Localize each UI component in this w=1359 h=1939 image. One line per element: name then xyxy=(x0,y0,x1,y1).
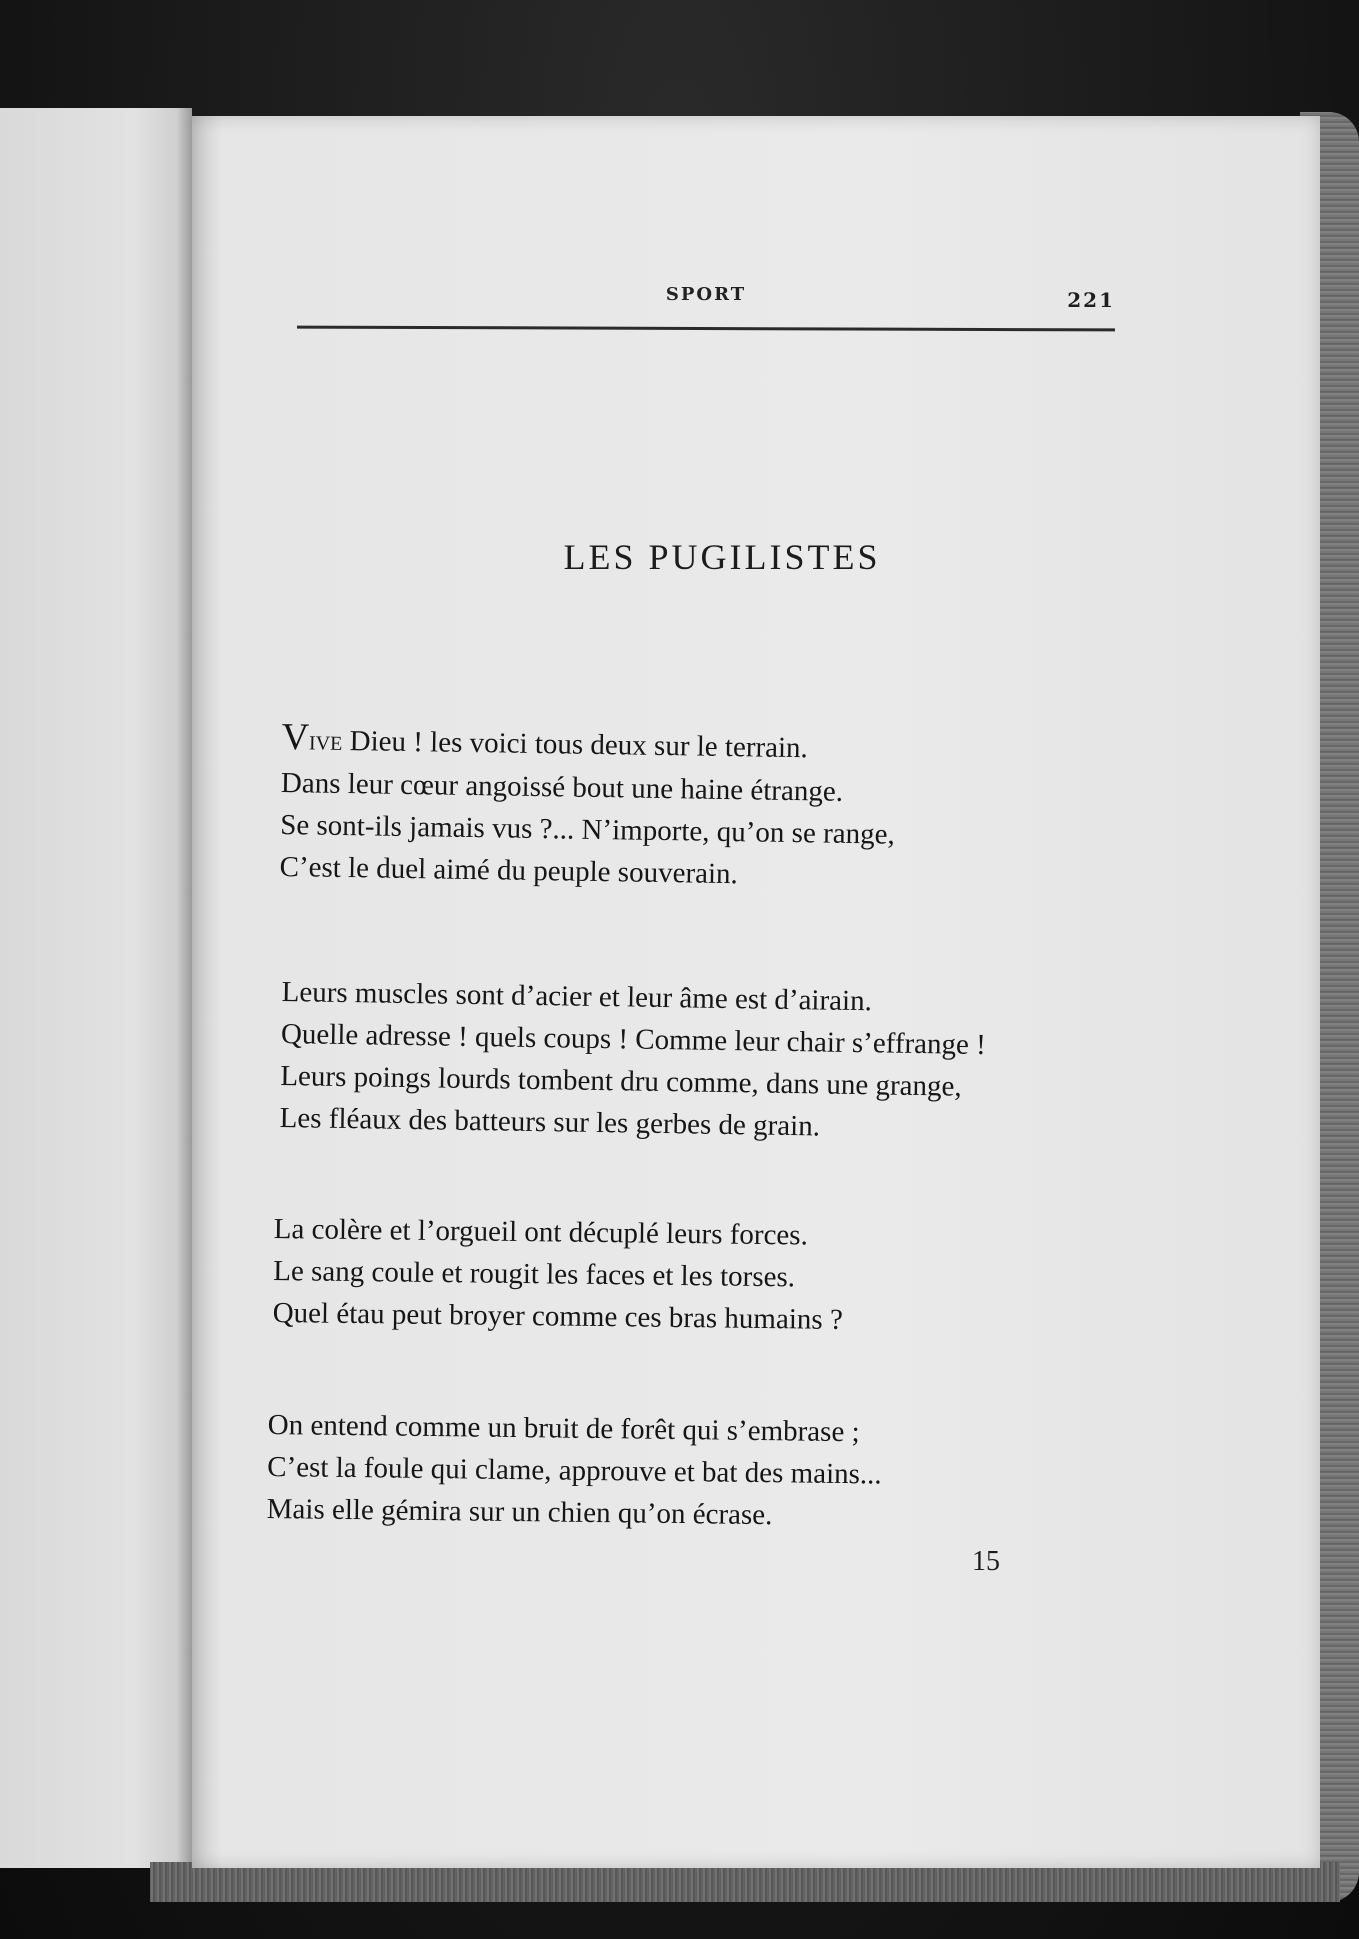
poem-line: Les fléaux des batteurs sur les gerbes de grain. xyxy=(279,1101,821,1143)
poem-line: Leurs poings lourds tombent dru comme, dans une grange, xyxy=(280,1059,962,1103)
poem-line: Se sont-ils jamais vus ?... N’importe, qu’on se range, xyxy=(280,808,895,851)
running-title: SPORT xyxy=(665,284,747,305)
signature-mark: 15 xyxy=(972,1546,1000,1577)
book-cover-bottom xyxy=(150,1862,1340,1902)
book-page xyxy=(192,116,1320,1868)
stanza-2 xyxy=(279,971,1182,1153)
small-caps-word: ive xyxy=(308,725,343,757)
poem-line: On entend comme un bruit de forêt qui s’embrase ; xyxy=(267,1408,860,1449)
stanza-1 xyxy=(279,716,1182,902)
stanza-3 xyxy=(272,1208,1173,1345)
page-number: 221 xyxy=(1067,288,1115,312)
poem-line: Mais elle gémira sur un chien qu’on écrase. xyxy=(266,1492,773,1532)
poem-line: Leurs muscles sont d’acier et leur âme est d’airain. xyxy=(281,975,873,1018)
poem-title: LES PUGILISTES xyxy=(563,537,881,577)
poem-line: Dans leur cœur angoissé bout une haine étrange. xyxy=(280,766,844,808)
poem-line: C’est la foule qui clame, approuve et bat des mains... xyxy=(267,1450,882,1491)
drop-cap: V xyxy=(281,716,310,759)
left-page-edge xyxy=(0,108,192,1868)
poem-line: La colère et l’orgueil ont décuplé leurs forces. xyxy=(273,1212,809,1252)
poem-line: C’est le duel aimé du peuple souverain. xyxy=(279,850,739,891)
line-text: Dieu ! les voici tous deux sur le terrain. xyxy=(342,724,809,765)
stanza-4 xyxy=(266,1404,1167,1541)
running-head xyxy=(297,284,1115,324)
poem-line: Le sang coule et rougit les faces et les torses. xyxy=(273,1254,796,1294)
header-rule xyxy=(297,326,1115,332)
poem-line: Quel étau peut broyer comme ces bras humains ? xyxy=(272,1296,844,1336)
poem-line: Quelle adresse ! quels coups ! Comme leur chair s’effrange ! xyxy=(280,1017,987,1062)
